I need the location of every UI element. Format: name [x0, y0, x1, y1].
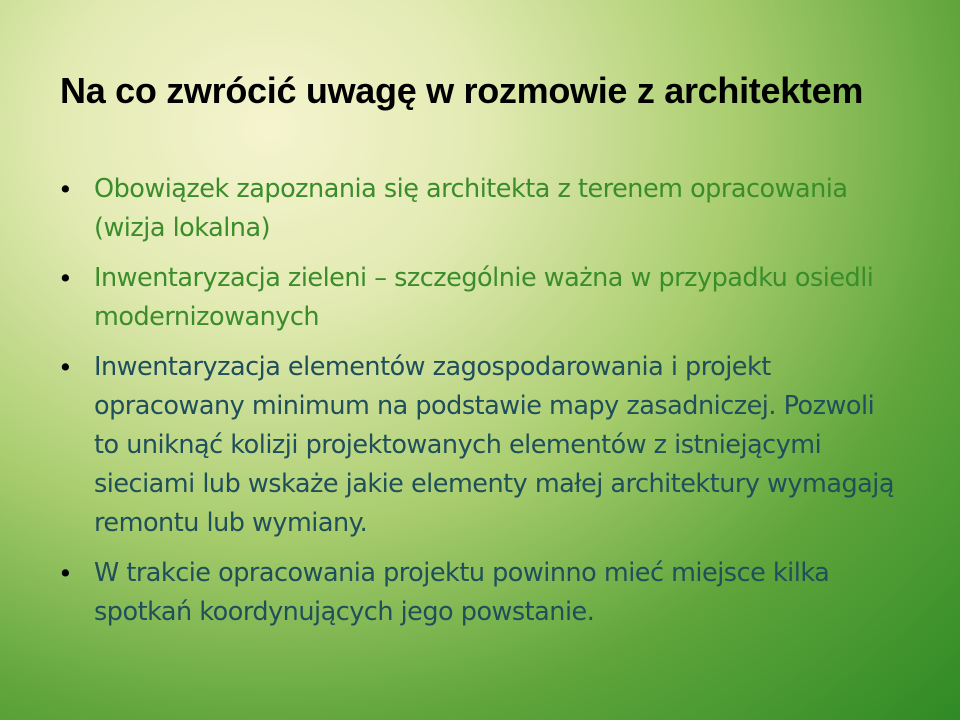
bullet-item	[58, 259, 898, 337]
bullet-dot-icon: •	[58, 559, 73, 588]
bullet-dot-icon: •	[58, 353, 73, 382]
bullet-list	[58, 170, 898, 643]
bullet-dot-icon: •	[58, 175, 73, 204]
bullet-item	[58, 554, 898, 632]
bullet-text: Obowiązek zapoznania się architekta z terenem opracowania (wizja lokalna)	[94, 174, 848, 243]
bullet-text: W trakcie opracowania projektu powinno mieć miejsce kilka spotkań koordynujących jego powstanie.	[94, 558, 830, 627]
bullet-dot-icon: •	[58, 264, 73, 293]
bullet-text: Inwentaryzacja elementów zagospodarowania i projekt opracowany minimum na podstawie mapy zasadniczej. Pozwoli to uniknąć kolizji projektowanych elementów z istniejącymi sieciami lub wskaże jakie elementy małej architektury wymagają remontu lub wymiany.	[94, 352, 894, 538]
bullet-item	[58, 170, 898, 248]
bullet-text: Inwentaryzacja zieleni – szczególnie ważna w przypadku osiedli modernizowanych	[94, 263, 874, 332]
bullet-item	[58, 348, 898, 543]
slide-title: Na co zwrócić uwagę w rozmowie z architektem	[60, 70, 864, 111]
